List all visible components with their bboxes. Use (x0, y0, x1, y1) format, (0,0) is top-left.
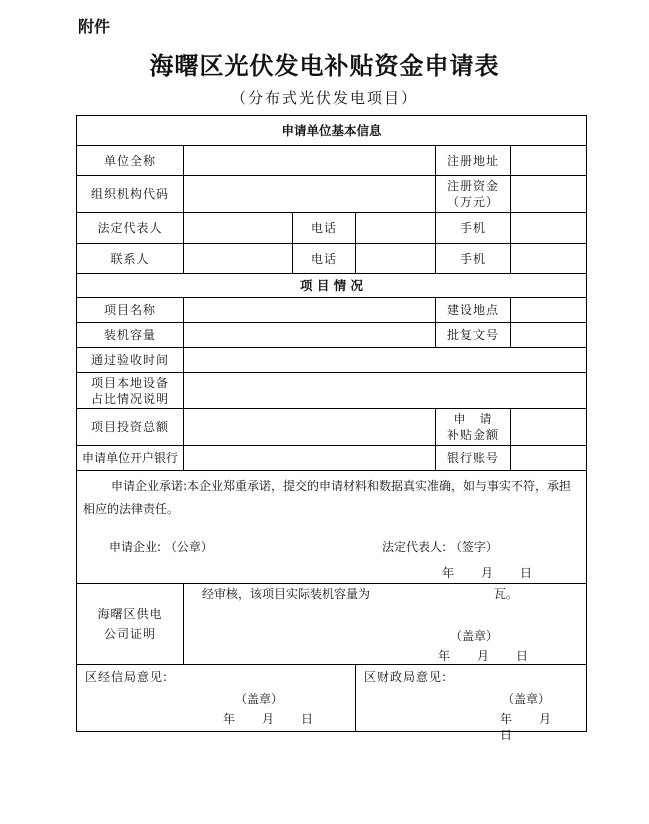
field-account[interactable] (511, 446, 587, 471)
field-acceptance-time[interactable] (184, 348, 587, 373)
label-account: 银行账号 (436, 446, 511, 471)
label-mobile-2: 手机 (436, 244, 511, 274)
label-mobile: 手机 (436, 213, 511, 244)
field-approval-no[interactable] (511, 323, 587, 348)
label-bank: 申请单位开户银行 (77, 446, 184, 471)
page-subtitle: （分布式光伏发电项目） (230, 89, 418, 107)
finance-bureau-seal: （盖章） (502, 692, 551, 706)
label-subsidy-amount (436, 409, 511, 446)
label-local-equipment-line2: 占比情况说明 (90, 391, 169, 406)
label-contact: 联系人 (77, 244, 184, 274)
field-contact[interactable] (184, 244, 293, 274)
field-mobile-2[interactable] (511, 244, 587, 274)
finance-bureau-date: 年 月 日 (500, 712, 579, 742)
label-legal-rep: 法定代表人 (77, 213, 184, 244)
label-reg-capital-line2: （万元） (446, 195, 499, 209)
field-subsidy-amount[interactable] (511, 409, 587, 446)
label-capacity: 装机容量 (77, 323, 184, 348)
label-full-name: 单位全称 (77, 146, 184, 176)
econ-bureau-date: 年 月 日 (223, 712, 315, 726)
field-phone[interactable] (356, 213, 436, 244)
field-legal-rep[interactable] (184, 213, 293, 244)
label-subsidy-line2: 补贴金额 (446, 428, 499, 442)
power-cert-seal: （盖章） (450, 629, 499, 643)
label-approval-no: 批复文号 (436, 323, 511, 348)
label-subsidy-line1: 申 请 (453, 412, 493, 426)
label-project-name: 项目名称 (77, 298, 184, 323)
label-phone-2: 电话 (293, 244, 356, 274)
field-bank[interactable] (184, 446, 436, 471)
finance-bureau-opinion-cell (356, 665, 587, 742)
econ-bureau-seal: （盖章） (235, 692, 284, 706)
field-org-code[interactable] (184, 176, 436, 213)
label-total-investment: 项目投资总额 (77, 409, 184, 446)
label-reg-capital (436, 176, 511, 213)
power-cert-text: 经审核，该项目实际装机容量为 (202, 587, 371, 601)
page-title: 海曙区光伏发电补贴资金申请表 (149, 52, 500, 80)
field-full-name[interactable] (184, 146, 436, 176)
finance-bureau-opinion-label: 区财政局意见: (364, 670, 448, 684)
field-total-investment[interactable] (184, 409, 436, 446)
power-cert-cell (184, 584, 587, 665)
label-power-company-cert (77, 584, 184, 665)
pledge-date: 年 月 日 (442, 566, 534, 580)
field-mobile[interactable] (511, 213, 587, 244)
label-power-cert-line1: 海曙区供电 (97, 607, 163, 621)
label-acceptance-time: 通过验收时间 (77, 348, 184, 373)
power-cert-date: 年 月 日 (438, 649, 530, 663)
section-project-info: 项 目 情 况 (77, 274, 587, 298)
field-project-name[interactable] (184, 298, 436, 323)
label-reg-capital-line1: 注册资金 (446, 179, 499, 193)
field-location[interactable] (511, 298, 587, 323)
pledge-legal-signature: 法定代表人: （签字） (382, 540, 498, 554)
label-local-equipment (77, 373, 184, 409)
section-applicant-info: 申请单位基本信息 (77, 116, 587, 146)
power-cert-unit: 瓦。 (494, 587, 519, 601)
attachment-label: 附件 (78, 17, 111, 36)
pledge-company-seal: 申请企业: （公章） (109, 540, 213, 554)
field-phone-2[interactable] (356, 244, 436, 274)
label-reg-address: 注册地址 (436, 146, 511, 176)
econ-bureau-opinion-label: 区经信局意见: (85, 670, 169, 684)
label-phone: 电话 (293, 213, 356, 244)
field-reg-address[interactable] (511, 146, 587, 176)
pledge-cell (77, 471, 587, 584)
application-form-table (76, 115, 587, 742)
label-power-cert-line2: 公司证明 (103, 627, 156, 641)
pledge-text: 申请企业承诺:本企业郑重承诺，提交的申请材料和数据真实准确，如与事实不符，承担相应的法律责任。 (83, 479, 572, 516)
econ-bureau-opinion-cell (77, 665, 356, 732)
field-reg-capital[interactable] (511, 176, 587, 213)
label-local-equipment-line1: 项目本地设备 (90, 375, 169, 390)
label-org-code: 组织机构代码 (77, 176, 184, 213)
field-local-equipment[interactable] (184, 373, 587, 409)
field-capacity[interactable] (184, 323, 436, 348)
label-location: 建设地点 (436, 298, 511, 323)
